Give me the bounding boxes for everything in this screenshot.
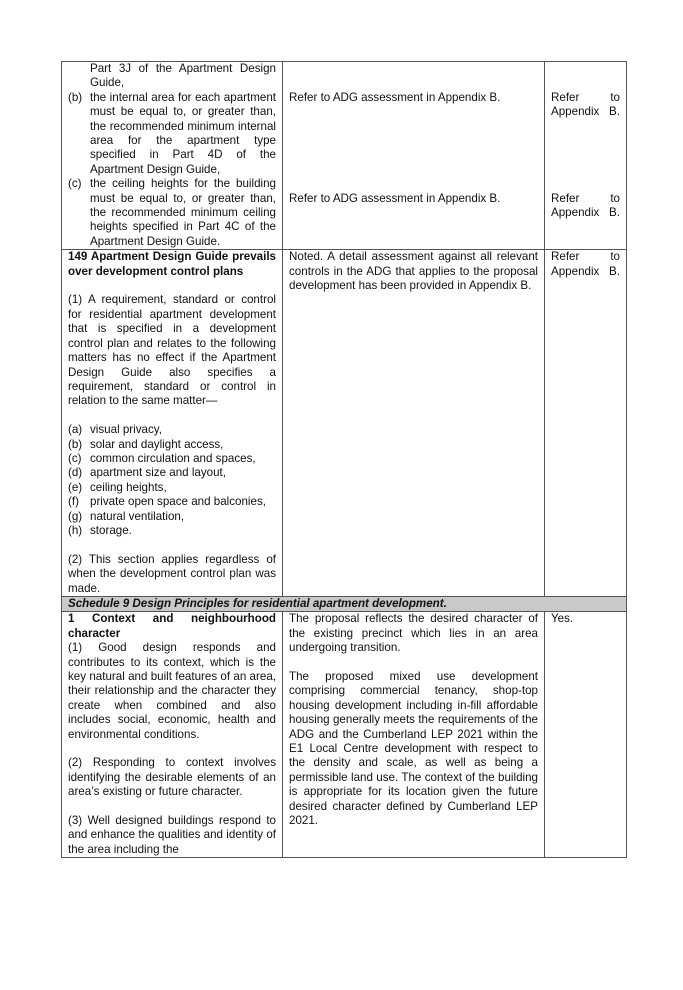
list-marker: (b)	[68, 90, 83, 104]
list-item	[68, 524, 276, 538]
comment-cell	[283, 250, 545, 597]
list-marker: (b)	[68, 437, 83, 451]
comment-cell	[283, 612, 545, 858]
compliance-cell	[545, 250, 627, 597]
clause-cell	[62, 612, 283, 858]
list-item	[68, 438, 276, 452]
compliance-text: Refer to Appendix B.	[551, 250, 620, 278]
comment-text: Refer to ADG assessment in Appendix B.	[289, 90, 501, 104]
list-item	[68, 177, 276, 249]
clause-intro: Part 3J of the Apartment Design Guide,	[90, 62, 276, 90]
schedule-heading: Schedule 9 Design Principles for residential apartment development.	[62, 596, 627, 611]
comment-cell	[283, 62, 545, 250]
list-item	[68, 466, 276, 480]
comment-text: The proposal reflects the desired character of the existing precinct which lies in an area undergoing transition.	[289, 612, 538, 655]
table-row	[62, 62, 627, 250]
list-text: the internal area for each apartment must be equal to, or greater than, the recommended minimum internal area for the apartment type specified in Part 4D of the Apartment Design Guide,	[90, 90, 276, 176]
clause-paragraph: (1) Good design responds and contributes to its context, which is the key natural and built features of an area, their relationship and the character they create when combined and also includes social, economic, health and environmental conditions.	[68, 641, 276, 741]
table-row	[62, 612, 627, 858]
comment-text: Noted. A detail assessment against all relevant controls in the ADG that applies to the proposal development has been provided in Appendix B.	[289, 250, 538, 293]
list-text: storage.	[90, 523, 132, 537]
list-marker: (c)	[68, 451, 82, 465]
list-text: apartment size and layout,	[90, 466, 226, 480]
list-item	[68, 495, 276, 509]
compliance-text: Refer to Appendix B.	[551, 191, 620, 220]
list-marker: (d)	[68, 466, 83, 480]
list-marker: (a)	[68, 423, 83, 437]
list-item	[68, 481, 276, 495]
table-row	[62, 250, 627, 597]
clause-paragraph: (1) A requirement, standard or control for residential apartment development that is specified in a development control plan and relates to the following matters has no effect if the Apartment Design Guide also specifies a requirement, standard or control in relation to the same matter—	[68, 293, 276, 408]
list-item	[68, 510, 276, 524]
list-text: solar and daylight access,	[90, 437, 224, 451]
list-marker: (g)	[68, 509, 83, 523]
clause-paragraph: (3) Well designed buildings respond to and enhance the qualities and identity of the area including the	[68, 814, 276, 856]
list-item	[68, 452, 276, 466]
compliance-cell	[545, 62, 627, 250]
compliance-text: Refer to Appendix B.	[551, 90, 620, 119]
list-item	[68, 91, 276, 177]
clause-paragraph: (2) Responding to context involves identifying the desirable elements of an area’s existing or future character.	[68, 756, 276, 799]
compliance-table	[61, 61, 627, 858]
clause-paragraph: (2) This section applies regardless of when the development control plan was made.	[68, 552, 276, 595]
list-item	[68, 423, 276, 437]
comment-text: The proposed mixed use development comprising commercial tenancy, shop-top housing development including in-fill affordable housing generally meets the requirements of the ADG and the Cumberland LEP 2021 within the E1 Local Centre development with respect to the density and scale, as well as being a permissible land use. The context of the building is appropriate for its location given the future desired character defined by Cumberland LEP 2021.	[289, 670, 538, 828]
clause-cell	[62, 62, 283, 250]
comment-text: Refer to ADG assessment in Appendix B.	[289, 191, 501, 205]
table-row	[62, 596, 627, 611]
list-text: private open space and balconies,	[90, 495, 266, 509]
list-marker: (f)	[68, 495, 79, 509]
list-text: common circulation and spaces,	[90, 451, 256, 465]
compliance-text: Yes.	[551, 612, 574, 626]
clause-heading: 149 Apartment Design Guide prevails over development control plans	[68, 250, 276, 278]
list-marker: (e)	[68, 480, 83, 494]
list-marker: (c)	[68, 177, 82, 191]
list-text: ceiling heights,	[90, 480, 167, 494]
list-text: the ceiling heights for the building must be equal to, or greater than, the recommended minimum ceiling heights specified in Part 4C of the Apartment Design Guide.	[90, 177, 276, 248]
compliance-cell	[545, 612, 627, 858]
list-text: natural ventilation,	[90, 509, 185, 523]
list-marker: (h)	[68, 523, 83, 537]
clause-cell	[62, 250, 283, 597]
clause-heading: 1 Context and neighbourhood character	[68, 612, 276, 640]
list-text: visual privacy,	[90, 423, 162, 437]
